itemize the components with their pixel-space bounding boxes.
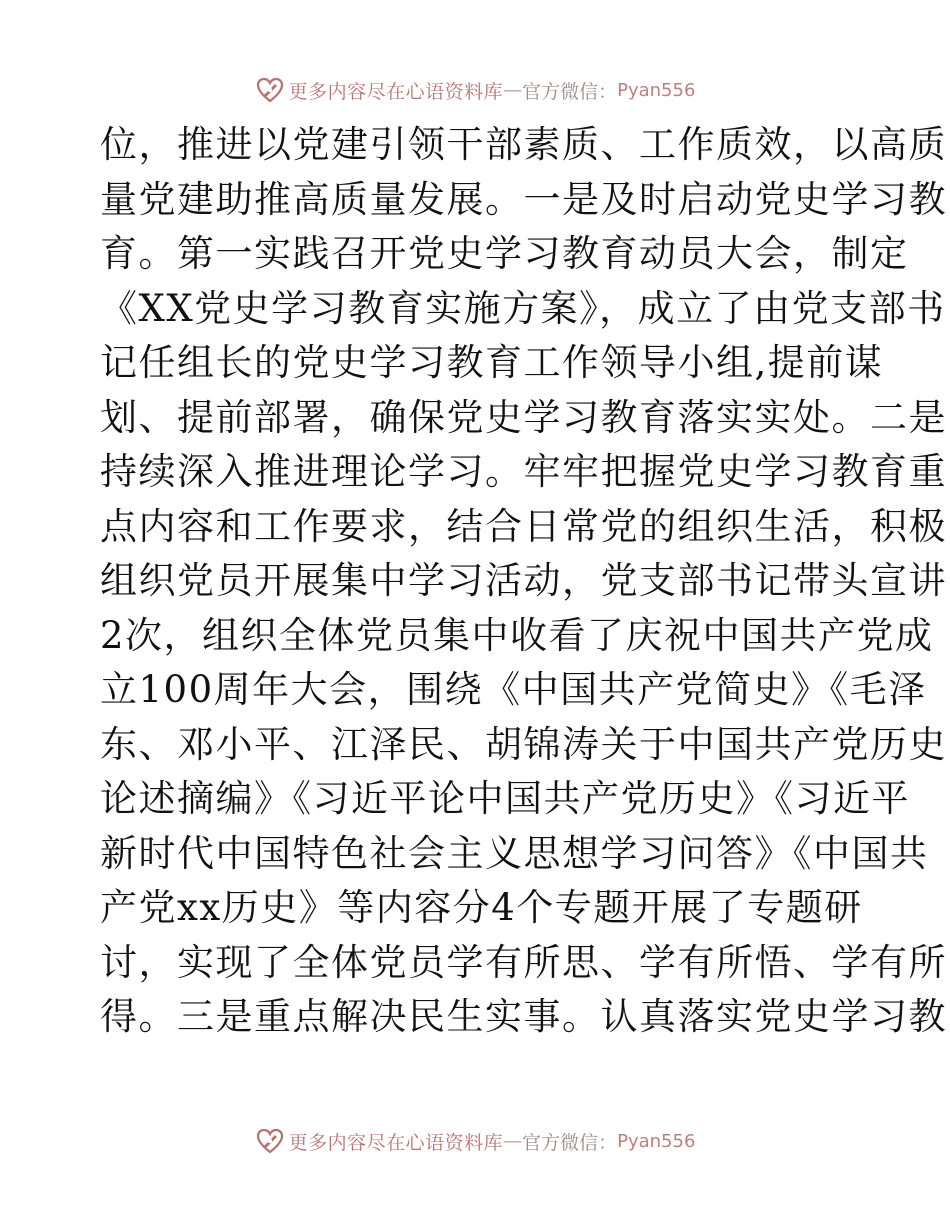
text-line: 点内容和工作要求，结合日常党的组织生活，积极 xyxy=(100,504,947,548)
watermark-wechat-id: Pyan556 xyxy=(617,1130,696,1152)
watermark-wechat-label: 官方微信： xyxy=(522,80,618,103)
heart-pen-icon xyxy=(255,1126,285,1156)
heart-pen-icon xyxy=(255,75,285,105)
text-line: 论述摘编》《习近平论中国共产党历史》《习近平 xyxy=(100,777,910,820)
text-line: 育。第一实践召开党史学习教育动员大会，制定 xyxy=(100,232,909,275)
watermark-dash: — xyxy=(503,1130,523,1152)
text-line: 位，推进以党建引领干部素质、工作质效，以高质 xyxy=(100,123,947,166)
text-line: 讨，实现了全体党员学有所思、学有所悟、学有所 xyxy=(100,940,947,984)
text-line: 2次，组织全体党员集中收看了庆祝中国共产党成 xyxy=(100,613,934,657)
text-line: 新时代中国特色社会主义思想学习问答》《中国共 xyxy=(100,831,929,875)
watermark-site-text: 更多内容尽在心语资料库 xyxy=(288,1131,504,1154)
body-paragraph xyxy=(100,118,947,1045)
watermark-wechat-label: 官方微信： xyxy=(522,1131,618,1154)
text-line: 产党xx历史》等内容分4个专题开展了专题研 xyxy=(100,886,863,929)
watermark-site-text: 更多内容尽在心语资料库 xyxy=(288,80,504,103)
text-line: 量党建助推高质量发展。一是及时启动党史学习教 xyxy=(100,177,947,221)
text-line: 立100周年大会，围绕《中国共产党简史》《毛泽 xyxy=(100,668,927,711)
footer-watermark xyxy=(0,1123,950,1159)
text-line: 东、邓小平、江泽民、胡锦涛关于中国共产党历史 xyxy=(100,722,947,766)
text-line: 组织党员开展集中学习活动，党支部书记带头宣讲 xyxy=(100,559,947,602)
header-watermark xyxy=(0,72,950,108)
text-line: 划、提前部署，确保党史学习教育落实实处。二是 xyxy=(100,395,947,439)
text-line: 得。三是重点解决民生实事。认真落实党史学习教 xyxy=(100,995,947,1038)
watermark-dash: — xyxy=(503,79,523,101)
text-line: 持续深入推进理论学习。牢牢把握党史学习教育重 xyxy=(100,450,947,493)
watermark-wechat-id: Pyan556 xyxy=(617,79,696,101)
text-line: 《XX党史学习教育实施方案》，成立了由党支部书 xyxy=(100,286,946,330)
text-line: 记任组长的党史学习教育工作领导小组,提前谋 xyxy=(100,341,884,384)
